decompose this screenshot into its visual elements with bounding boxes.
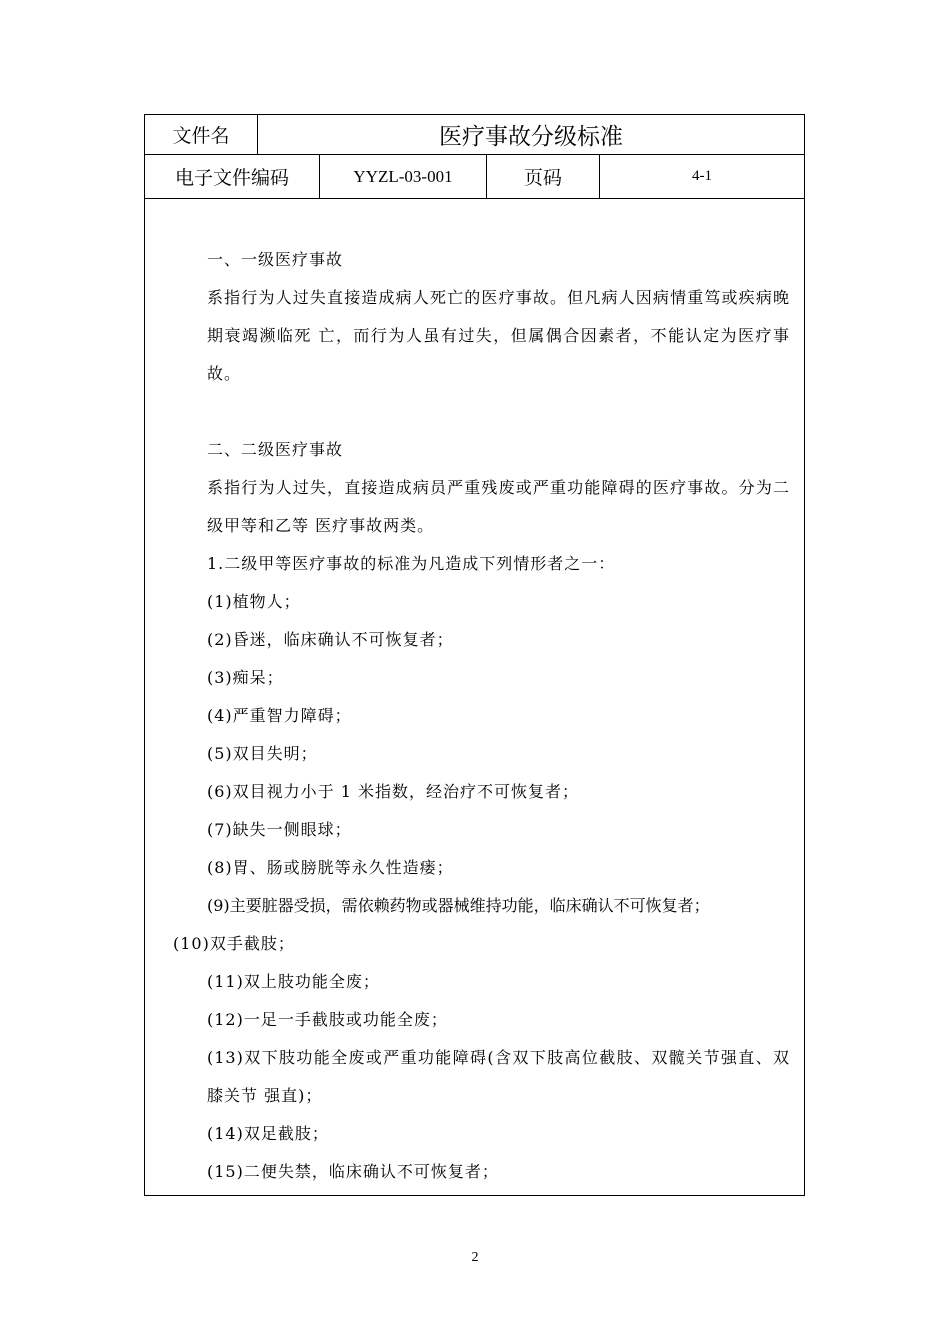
page-value: 4-1 [692,168,712,184]
code-label: 电子文件编码 [145,155,320,198]
file-name-label: 文件名 [145,115,258,154]
list-item: (13)双下肢功能全废或严重功能障碍(含双下肢高位截肢、双髋关节强直、双膝关节 强直)； [207,1048,790,1105]
section-1-paragraph: 系指行为人过失直接造成病人死亡的医疗事故。但凡病人因病情重笃或疾病晚期衰竭濒临死 亡，而行为人虽有过失，但属偶合因素者，不能认定为医疗事故。 [207,288,790,383]
section-1-heading: 一、一级医疗事故 [207,250,344,269]
list-item: (9)主要脏器受损，需依赖药物或器械维持功能，临床确认不可恢复者； [207,896,710,915]
list-item: (5)双目失明； [207,744,318,763]
page-label: 页码 [487,155,600,198]
list-item: (4)严重智力障碍； [207,706,352,725]
section-2-subheading: 1.二级甲等医疗事故的标准为凡造成下列情形者之一： [207,554,616,573]
list-item: (12)一足一手截肢或功能全废； [207,1010,448,1029]
header-row-code [145,155,804,199]
page-number: 2 [471,1250,479,1265]
list-item: (3)痴呆； [207,668,284,687]
header-row-title [145,115,804,155]
list-item: (1)植物人； [207,592,301,611]
document-title: 医疗事故分级标准 [439,124,623,150]
list-item: (11)双上肢功能全废； [207,972,380,991]
document-frame [144,114,805,1196]
list-item: (7)缺失一侧眼球； [207,820,352,839]
list-item: (15)二便失禁，临床确认不可恢复者； [207,1162,499,1181]
list-item: (6)双目视力小于 1 米指数，经治疗不可恢复者； [207,782,580,801]
section-2-paragraph: 系指行为人过失，直接造成病员严重残废或严重功能障碍的医疗事故。分为二级甲等和乙等 医疗事故两类。 [207,478,790,535]
section-2-heading: 二、二级医疗事故 [207,440,344,459]
code-value: YYZL-03-001 [320,155,487,198]
list-item: (8)胃、肠或膀胱等永久性造瘘； [207,858,454,877]
list-item: (14)双足截肢； [207,1124,329,1143]
list-item: (2)昏迷，临床确认不可恢复者； [207,630,454,649]
list-item: (10)双手截肢； [173,934,295,953]
